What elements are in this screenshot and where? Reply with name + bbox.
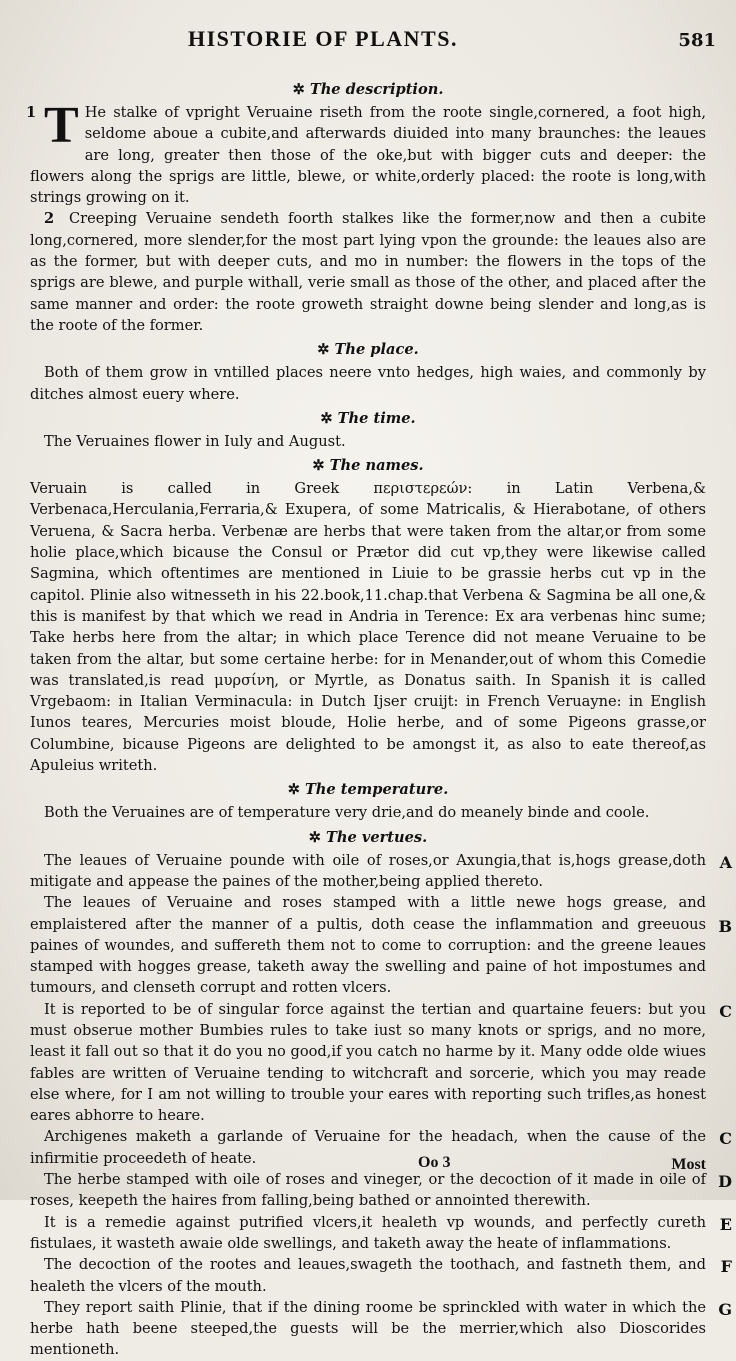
section-heading-temperature: ✲ The temperature. xyxy=(287,781,449,799)
asterism-icon: ✲ xyxy=(320,409,333,427)
drop-cap: T xyxy=(44,97,79,154)
page-number: 581 xyxy=(678,30,716,51)
running-title: HISTORIE OF PLANTS. xyxy=(188,26,458,51)
entry-number: 1 xyxy=(26,104,37,121)
asterism-icon: ✲ xyxy=(292,81,305,98)
margin-letter: C xyxy=(719,1001,732,1021)
margin-letter: B xyxy=(718,917,732,937)
section-heading-names: ✲ The names. xyxy=(312,457,424,475)
asterism-icon: ✲ xyxy=(287,781,300,799)
vertue-paragraph-g: They report saith Plinie, that if the dining roome be sprinckled with water in which the herbe hath beene steeped,the guests will be the merrier,which also Dioscorides mentioneth. G xyxy=(30,1298,732,1359)
place-paragraph: Both of them grow in vntilled places neere vnto hedges, high waies, and commonly by ditches almost euery where. xyxy=(30,364,706,403)
asterism-icon: ✲ xyxy=(317,341,330,359)
signature-mark: Oo 3 xyxy=(418,1154,451,1171)
description-paragraph-2: 2 Creeping Veruaine sendeth foorth stalkes like the former,now and then a cubite long,cornered, more slender,for the most part lying vpon the grounde: the leaues also are as the former, but with deeper cuts, and mo in number: the flowers in the tops of the sprigs are blewe, and purple withall, verie small as those of the other, and placed after the same manner and order: the roote groweth straight downe being slender and long,as is the roote of the former. xyxy=(30,210,707,334)
catchword: Most xyxy=(671,1156,706,1173)
asterism-icon: ✲ xyxy=(308,828,321,846)
margin-letter: C xyxy=(719,1129,732,1149)
section-heading-description: ✲ The description. xyxy=(292,81,444,98)
margin-letter: E xyxy=(719,1214,732,1234)
temperature-paragraph: Both the Veruaines are of temperature very drie,and do meanely binde and coole. xyxy=(44,804,650,822)
section-heading-vertues: ✲ The vertues. xyxy=(308,828,428,846)
section-heading-place: ✲ The place. xyxy=(317,341,419,359)
asterism-icon: ✲ xyxy=(312,457,325,475)
vertue-paragraph-f: The decoction of the rootes and leaues,swageth the toothach, and fastneth them, and healeth the vlcers of the mouth. F xyxy=(30,1256,732,1295)
vertue-paragraph-a: The leaues of Veruaine pounde with oile of roses,or Axungia,that is,hogs grease,doth mitigate and appease the paines of the mother,being applied thereto. A xyxy=(30,851,732,890)
margin-letter: F xyxy=(720,1257,732,1277)
vertue-paragraph-c2: Archigenes maketh a garlande of Veruaine for the headach, when the cause of the infirmitie proceedeth of heate. C xyxy=(30,1128,732,1167)
vertue-paragraph-c: It is reported to be of singular force against the tertian and quartaine feuers: but you must obserue mother Bumbies rules to take iust so many knots or sprigs, and no more, least it fall out so that it do you no good,if you catch no harme by it. Many odde olde wiues fables are written of Veruaine tending to witchcraft and sorcerie, which you may reade else where, for I am not willing to trouble your eares with reporting such trifles,as honest eares abhorre to heare. C xyxy=(30,1000,732,1125)
margin-letter: D xyxy=(718,1172,732,1192)
body-text xyxy=(26,76,732,1361)
vertue-paragraph-b: The leaues of Veruaine and roses stamped with a little newe hogs grease, and emplaistered after the manner of a pultis, doth cease the inflammation and greeuous paines of woundes, and suffereth them not to come to corruption: and the greene leaues stamped with hogges grease, taketh away the swelling and paine of hot impostumes and tumours, and clenseth corrupt and rotten vlcers. B xyxy=(30,894,732,997)
time-paragraph: The Veruaines flower in Iuly and August. xyxy=(44,432,346,450)
margin-letter: A xyxy=(719,852,732,872)
entry-number: 2 xyxy=(44,210,55,228)
names-paragraph: Veruain is called in Greek περιστερεών: in Latin Verbena,& Verbenaca,Herculania,Ferraria,& Exupera, of some Matricalis, & Hierabotane, of others Veruena, & Sacra herba. Verbenæ are herbs that were taken from the altar,or from some holie place,which bicause the Consul or Prætor did cut vp,they were likewise called Sagmina, which oftentimes are mentioned in Liuie to be grassie herbs cut vp in the capitol. Plinie also witnesseth in his 22.book,11.chap.that Verbena & Sagmina be all one,& this is manifest by that which we read in Andria in Terence: Ex ara verbenas hinc sume; Take herbs here from the altar; in which place Terence did not meane Veruaine to be taken from the altar, but some certaine herbe: for in Menander,out of whom this Comedie was translated,is read μυρσίνη, or Myrtle, as Donatus saith. In Spanish it is called Vrgebaom: in Italian Verminacula: in Dutch Ijser cruijt: in French Veruayne: in English Iunos teares, Mercuries moist bloude, Holie herbe, and of some Pigeons grasse,or Columbine, bicause Pigeons are delighted to be amongst it, as also to eate thereof,as Apuleius writeth. xyxy=(30,480,706,775)
running-head xyxy=(0,26,736,56)
vertue-paragraph-d: The herbe stamped with oile of roses and vineger, or the decoction of it made in oile of roses, keepeth the haires from falling,being bathed or annointed therewith. D xyxy=(30,1171,732,1210)
description-paragraph-1: T 1 He stalke of vpright Veruaine riseth from the roote single,cornered, a foot high, seldome aboue a cubite,and afterwards diuided into many braunches: the leaues are long, greater then those of the oke,but with bigger cuts and deeper: the flowers along the sprigs are little, blewe, or white,orderly placed: the roote is long,with strings growing on it. xyxy=(26,97,706,207)
vertue-paragraph-e: It is a remedie against putrified vlcers,it healeth vp wounds, and perfectly cureth fistulaes, it wasteth awaie olde swellings, and taketh away the heate of inflammations. E xyxy=(30,1213,732,1252)
section-heading-time: ✲ The time. xyxy=(320,409,416,427)
margin-letter: G xyxy=(718,1299,732,1319)
